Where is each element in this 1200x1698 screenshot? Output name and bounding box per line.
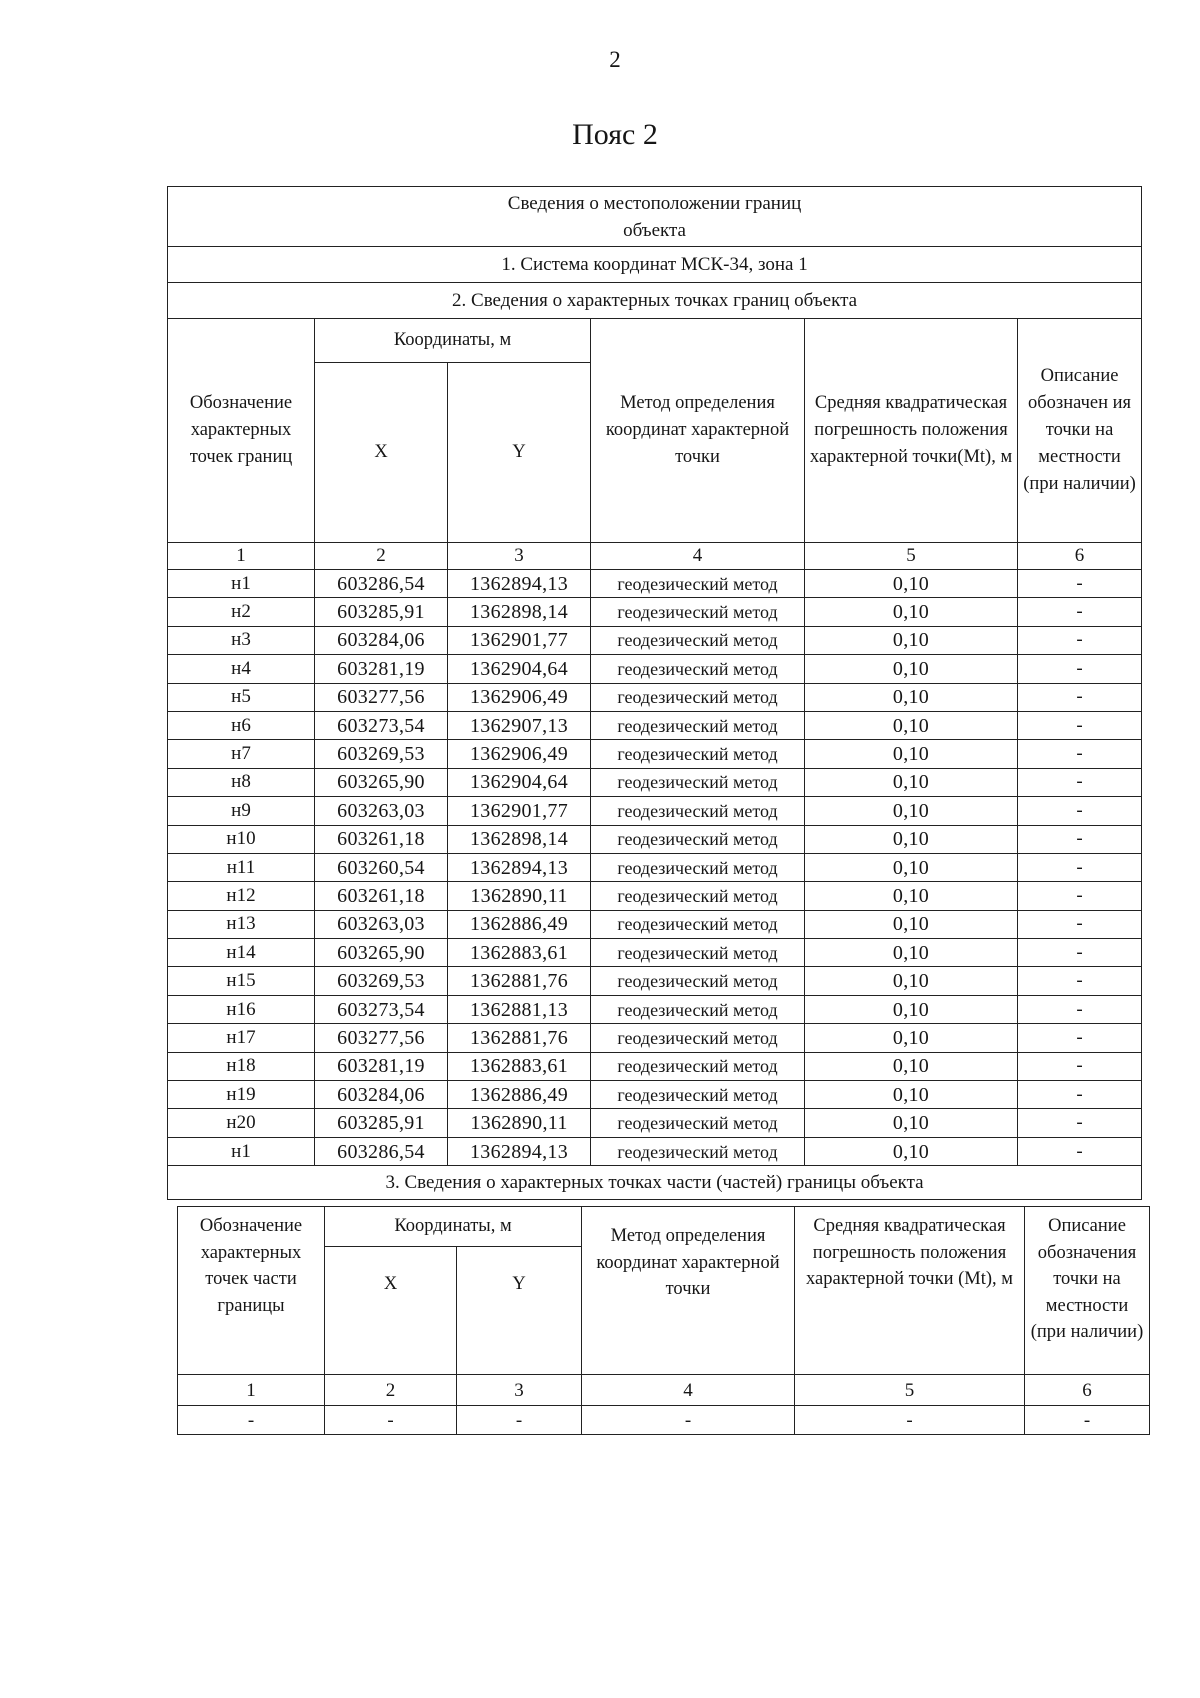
- section2-title: 2. Сведения о характерных точках границ объекта: [168, 283, 1142, 319]
- point-name: н13: [168, 910, 315, 938]
- table-row: [168, 1109, 1142, 1137]
- point-description: -: [1018, 1109, 1142, 1137]
- point-error: 0,10: [805, 825, 1018, 853]
- header-designation: Обозначение характерных точек границ: [168, 319, 315, 543]
- point-y: 1362894,13: [448, 570, 591, 598]
- point-description: -: [1018, 1081, 1142, 1109]
- header-error: Средняя квадратическая погрешность положения характерной точки(Mt), м: [805, 319, 1018, 543]
- point-x: 603265,90: [315, 768, 448, 796]
- point-x: 603273,54: [315, 995, 448, 1023]
- table-row: [168, 598, 1142, 626]
- section3-title: 3. Сведения о характерных точках части (частей) границы объекта: [168, 1166, 1142, 1200]
- header-description: Описание обозначен ия точки на местности (при наличии): [1018, 319, 1142, 543]
- point-y: 1362886,49: [448, 1081, 591, 1109]
- point-description: -: [1018, 711, 1142, 739]
- table-row: [168, 768, 1142, 796]
- point-method: геодезический метод: [591, 683, 805, 711]
- point-error: 0,10: [805, 910, 1018, 938]
- point-error: 0,10: [805, 882, 1018, 910]
- table-row: [168, 683, 1142, 711]
- point-method: геодезический метод: [591, 1081, 805, 1109]
- point-x: 603281,19: [315, 655, 448, 683]
- col-number: 3: [448, 543, 591, 570]
- point-name: н19: [168, 1081, 315, 1109]
- point-x: 603273,54: [315, 711, 448, 739]
- part-col-number: 6: [1025, 1375, 1150, 1406]
- point-name: н14: [168, 939, 315, 967]
- point-error: 0,10: [805, 797, 1018, 825]
- part-header-coordinates: Координаты, м: [325, 1207, 582, 1247]
- point-x: 603286,54: [315, 570, 448, 598]
- header-x: X: [315, 363, 448, 543]
- point-method: геодезический метод: [591, 1052, 805, 1080]
- point-error: 0,10: [805, 740, 1018, 768]
- col-number: 2: [315, 543, 448, 570]
- point-error: 0,10: [805, 1137, 1018, 1165]
- point-x: 603281,19: [315, 1052, 448, 1080]
- point-name: н18: [168, 1052, 315, 1080]
- boundary-points-rows: [168, 570, 1142, 1166]
- part-point-x: -: [325, 1406, 457, 1435]
- point-y: 1362894,13: [448, 1137, 591, 1165]
- point-description: -: [1018, 1024, 1142, 1052]
- point-description: -: [1018, 740, 1142, 768]
- point-y: 1362883,61: [448, 939, 591, 967]
- boundary-points-table: [167, 186, 1142, 1200]
- point-x: 603277,56: [315, 1024, 448, 1052]
- header-method: Метод определения координат характерной точки: [591, 319, 805, 543]
- point-method: геодезический метод: [591, 1137, 805, 1165]
- point-y: 1362881,76: [448, 1024, 591, 1052]
- part-point-error: -: [795, 1406, 1025, 1435]
- table-row: [168, 1024, 1142, 1052]
- point-x: 603261,18: [315, 825, 448, 853]
- point-error: 0,10: [805, 1024, 1018, 1052]
- point-description: -: [1018, 683, 1142, 711]
- part-header-x: X: [325, 1247, 457, 1375]
- part-boundary-table: [177, 1206, 1150, 1435]
- col-number: 5: [805, 543, 1018, 570]
- point-y: 1362907,13: [448, 711, 591, 739]
- point-description: -: [1018, 655, 1142, 683]
- point-x: 603285,91: [315, 1109, 448, 1137]
- point-x: 603284,06: [315, 1081, 448, 1109]
- header-coordinates: Координаты, м: [315, 319, 591, 363]
- point-name: н6: [168, 711, 315, 739]
- point-error: 0,10: [805, 853, 1018, 881]
- point-x: 603269,53: [315, 740, 448, 768]
- point-name: н4: [168, 655, 315, 683]
- belt-title: Пояс 2: [572, 118, 658, 151]
- part-header-error: Средняя квадратическая погрешность положения характерной точки (Mt), м: [795, 1207, 1025, 1375]
- point-name: н1: [168, 570, 315, 598]
- point-description: -: [1018, 939, 1142, 967]
- point-name: н3: [168, 626, 315, 654]
- part-col-number: 3: [457, 1375, 582, 1406]
- point-error: 0,10: [805, 570, 1018, 598]
- point-x: 603285,91: [315, 598, 448, 626]
- table-row: [168, 570, 1142, 598]
- coordinate-system: 1. Система координат МСК-34, зона 1: [168, 247, 1142, 283]
- point-name: н16: [168, 995, 315, 1023]
- table-row: [168, 655, 1142, 683]
- point-method: геодезический метод: [591, 995, 805, 1023]
- point-method: геодезический метод: [591, 967, 805, 995]
- point-name: н12: [168, 882, 315, 910]
- point-error: 0,10: [805, 768, 1018, 796]
- point-x: 603284,06: [315, 626, 448, 654]
- point-method: геодезический метод: [591, 853, 805, 881]
- header-y: Y: [448, 363, 591, 543]
- table-row: [168, 1081, 1142, 1109]
- part-table-row: [178, 1406, 1150, 1435]
- point-error: 0,10: [805, 1081, 1018, 1109]
- part-header-y: Y: [457, 1247, 582, 1375]
- point-y: 1362904,64: [448, 768, 591, 796]
- point-name: н11: [168, 853, 315, 881]
- point-error: 0,10: [805, 967, 1018, 995]
- point-name: н2: [168, 598, 315, 626]
- point-description: -: [1018, 626, 1142, 654]
- point-error: 0,10: [805, 683, 1018, 711]
- table-row: [168, 740, 1142, 768]
- table-row: [168, 1052, 1142, 1080]
- point-name: н7: [168, 740, 315, 768]
- part-point-y: -: [457, 1406, 582, 1435]
- point-description: -: [1018, 825, 1142, 853]
- point-method: геодезический метод: [591, 797, 805, 825]
- point-error: 0,10: [805, 711, 1018, 739]
- point-x: 603269,53: [315, 967, 448, 995]
- point-x: 603263,03: [315, 910, 448, 938]
- point-name: н8: [168, 768, 315, 796]
- point-y: 1362906,49: [448, 683, 591, 711]
- table-row: [168, 825, 1142, 853]
- point-method: геодезический метод: [591, 711, 805, 739]
- table-row: [168, 797, 1142, 825]
- point-method: геодезический метод: [591, 570, 805, 598]
- part-header-designation: Обозначение характерных точек части границы: [178, 1207, 325, 1375]
- point-y: 1362901,77: [448, 797, 591, 825]
- table-title-line1: Сведения о местоположении границ: [507, 192, 802, 214]
- part-header-method: Метод определения координат характерной точки: [582, 1207, 795, 1375]
- part-header-description: Описание обозначения точки на местности (при наличии): [1025, 1207, 1150, 1375]
- table-title: [168, 187, 1142, 247]
- point-error: 0,10: [805, 995, 1018, 1023]
- point-description: -: [1018, 598, 1142, 626]
- table-row: [168, 626, 1142, 654]
- point-error: 0,10: [805, 626, 1018, 654]
- point-y: 1362898,14: [448, 598, 591, 626]
- point-description: -: [1018, 797, 1142, 825]
- table-row: [168, 995, 1142, 1023]
- table-row: [168, 711, 1142, 739]
- point-error: 0,10: [805, 939, 1018, 967]
- point-description: -: [1018, 1052, 1142, 1080]
- point-name: н5: [168, 683, 315, 711]
- table-row: [168, 939, 1142, 967]
- point-y: 1362881,76: [448, 967, 591, 995]
- point-method: геодезический метод: [591, 740, 805, 768]
- table-title-line2: объекта: [623, 219, 686, 241]
- point-error: 0,10: [805, 1052, 1018, 1080]
- point-x: 603263,03: [315, 797, 448, 825]
- table-row: [168, 853, 1142, 881]
- col-number: 4: [591, 543, 805, 570]
- part-col-number: 1: [178, 1375, 325, 1406]
- point-x: 603260,54: [315, 853, 448, 881]
- part-point-method: -: [582, 1406, 795, 1435]
- point-x: 603261,18: [315, 882, 448, 910]
- point-y: 1362894,13: [448, 853, 591, 881]
- point-description: -: [1018, 910, 1142, 938]
- point-x: 603277,56: [315, 683, 448, 711]
- point-method: геодезический метод: [591, 1024, 805, 1052]
- part-col-number: 4: [582, 1375, 795, 1406]
- col-number: 1: [168, 543, 315, 570]
- point-description: -: [1018, 967, 1142, 995]
- point-name: н9: [168, 797, 315, 825]
- part-col-number: 5: [795, 1375, 1025, 1406]
- point-name: н10: [168, 825, 315, 853]
- part-point-name: -: [178, 1406, 325, 1435]
- point-x: 603286,54: [315, 1137, 448, 1165]
- point-x: 603265,90: [315, 939, 448, 967]
- table-row: [168, 967, 1142, 995]
- point-method: геодезический метод: [591, 910, 805, 938]
- point-name: н17: [168, 1024, 315, 1052]
- table-row: [168, 882, 1142, 910]
- point-error: 0,10: [805, 1109, 1018, 1137]
- point-error: 0,10: [805, 598, 1018, 626]
- point-method: геодезический метод: [591, 825, 805, 853]
- point-description: -: [1018, 570, 1142, 598]
- point-description: -: [1018, 853, 1142, 881]
- point-method: геодезический метод: [591, 626, 805, 654]
- col-number: 6: [1018, 543, 1142, 570]
- part-col-number: 2: [325, 1375, 457, 1406]
- point-y: 1362904,64: [448, 655, 591, 683]
- point-y: 1362886,49: [448, 910, 591, 938]
- table-row: [168, 1137, 1142, 1165]
- point-name: н1: [168, 1137, 315, 1165]
- point-error: 0,10: [805, 655, 1018, 683]
- point-y: 1362883,61: [448, 1052, 591, 1080]
- point-y: 1362906,49: [448, 740, 591, 768]
- table-row: [168, 910, 1142, 938]
- point-y: 1362898,14: [448, 825, 591, 853]
- point-y: 1362890,11: [448, 882, 591, 910]
- point-method: геодезический метод: [591, 882, 805, 910]
- point-method: геодезический метод: [591, 655, 805, 683]
- point-description: -: [1018, 882, 1142, 910]
- point-description: -: [1018, 1137, 1142, 1165]
- point-description: -: [1018, 995, 1142, 1023]
- point-name: н20: [168, 1109, 315, 1137]
- point-description: -: [1018, 768, 1142, 796]
- point-method: геодезический метод: [591, 598, 805, 626]
- point-method: геодезический метод: [591, 768, 805, 796]
- point-y: 1362890,11: [448, 1109, 591, 1137]
- point-method: геодезический метод: [591, 939, 805, 967]
- part-point-desc: -: [1025, 1406, 1150, 1435]
- point-y: 1362881,13: [448, 995, 591, 1023]
- page-number: 2: [609, 47, 621, 72]
- point-name: н15: [168, 967, 315, 995]
- point-y: 1362901,77: [448, 626, 591, 654]
- point-method: геодезический метод: [591, 1109, 805, 1137]
